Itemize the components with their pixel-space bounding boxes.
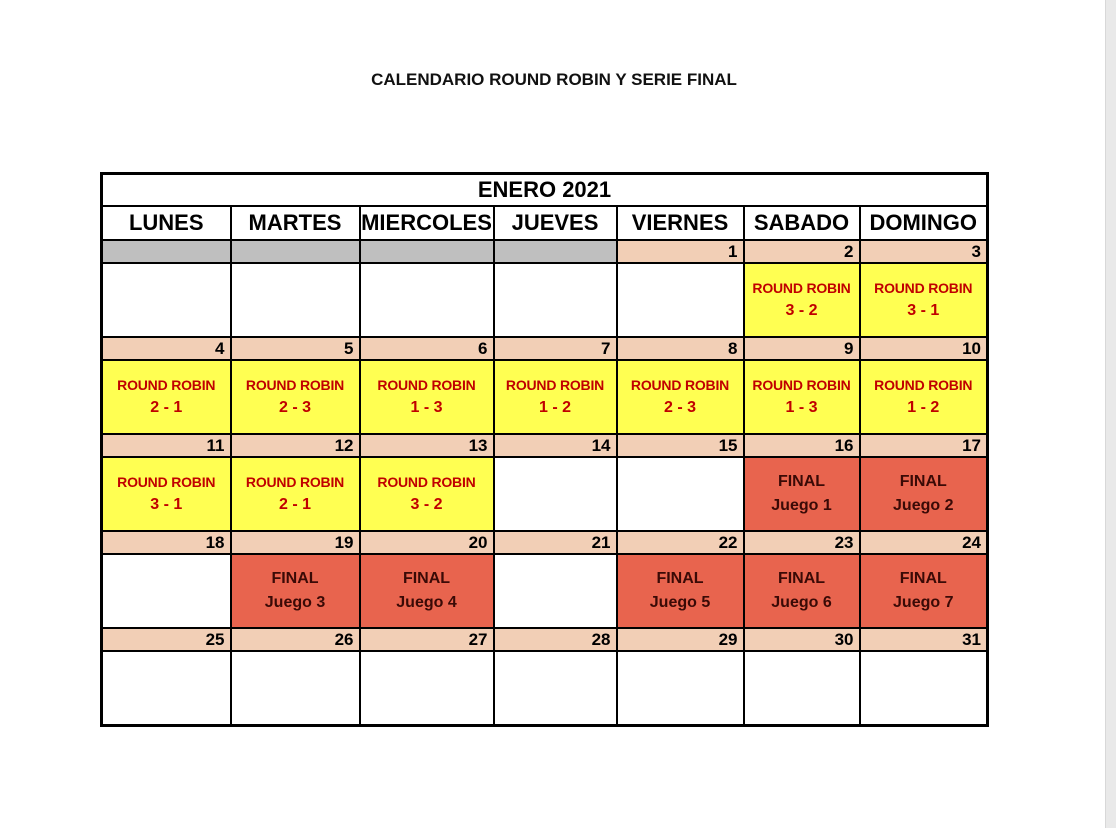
game-label: FINAL	[271, 570, 319, 587]
game-number-label: Juego 3	[264, 594, 326, 611]
game-label: FINAL	[777, 473, 826, 490]
game-label: FINAL	[777, 570, 826, 587]
final-game-cell	[360, 554, 494, 628]
game-label: ROUND ROBIN	[752, 376, 851, 393]
round-robin-game-cell	[744, 263, 860, 337]
game-label: ROUND ROBIN	[377, 376, 476, 393]
round-robin-game-cell	[231, 457, 360, 531]
date-number: 13	[360, 434, 494, 457]
matchup-label: 1 - 3	[785, 398, 818, 416]
date-number: 3	[860, 240, 988, 263]
game-label: ROUND ROBIN	[117, 473, 216, 490]
empty-day-cell	[231, 263, 360, 337]
empty-day-cell	[494, 554, 617, 628]
game-label: FINAL	[656, 570, 704, 587]
empty-day-cell	[494, 457, 617, 531]
date-number: 15	[617, 434, 744, 457]
date-number: 12	[231, 434, 360, 457]
matchup-label: 2 - 1	[150, 398, 183, 416]
game-number-label: Juego 7	[893, 594, 954, 611]
calendar-table	[100, 172, 989, 727]
game-number-label: Juego 1	[771, 497, 832, 514]
date-row	[102, 628, 988, 651]
date-number: 30	[744, 628, 860, 651]
date-number: 11	[102, 434, 231, 457]
empty-day-cell	[102, 651, 231, 726]
game-label: ROUND ROBIN	[245, 473, 345, 490]
date-number: 10	[860, 337, 988, 360]
date-number: 20	[360, 531, 494, 554]
final-game-cell	[231, 554, 360, 628]
empty-day-cell	[617, 457, 744, 531]
round-robin-game-cell	[231, 360, 360, 434]
weekday-jueves: JUEVES	[494, 206, 617, 240]
matchup-label: 2 - 1	[278, 495, 311, 513]
round-robin-game-cell	[360, 360, 494, 434]
final-game-cell	[744, 554, 860, 628]
matchup-label: 3 - 1	[150, 495, 183, 513]
matchup-label: 2 - 3	[278, 398, 311, 416]
event-row	[102, 457, 988, 531]
round-robin-game-cell	[860, 263, 988, 337]
empty-day-cell	[860, 651, 988, 726]
empty-day-cell	[744, 651, 860, 726]
game-label: FINAL	[899, 570, 947, 587]
weekday-lunes: LUNES	[102, 206, 231, 240]
matchup-label: 3 - 2	[785, 301, 818, 319]
final-game-cell	[617, 554, 744, 628]
game-label: FINAL	[402, 570, 451, 587]
round-robin-game-cell	[744, 360, 860, 434]
game-label: ROUND ROBIN	[377, 473, 476, 490]
final-game-cell	[860, 554, 988, 628]
date-number: 24	[860, 531, 988, 554]
date-number: 23	[744, 531, 860, 554]
empty-day-cell	[360, 651, 494, 726]
empty-day-cell	[231, 651, 360, 726]
weekday-header-row	[102, 206, 988, 240]
date-row	[102, 240, 988, 263]
date-number: 9	[744, 337, 860, 360]
final-game-cell	[860, 457, 988, 531]
date-number: 7	[494, 337, 617, 360]
date-number: 6	[360, 337, 494, 360]
game-label: FINAL	[899, 473, 947, 490]
game-number-label: Juego 5	[649, 594, 711, 611]
date-number: 14	[494, 434, 617, 457]
empty-day-cell	[494, 651, 617, 726]
event-row	[102, 360, 988, 434]
weekday-domingo: DOMINGO	[860, 206, 988, 240]
date-number: 28	[494, 628, 617, 651]
date-row	[102, 531, 988, 554]
empty-date-cell	[231, 240, 360, 263]
date-row	[102, 434, 988, 457]
game-label: ROUND ROBIN	[874, 279, 973, 296]
matchup-label: 3 - 2	[410, 495, 443, 513]
date-number: 17	[860, 434, 988, 457]
matchup-label: 2 - 3	[663, 398, 696, 416]
matchup-label: 3 - 1	[907, 301, 940, 319]
date-number: 31	[860, 628, 988, 651]
date-number: 21	[494, 531, 617, 554]
weekday-viernes: VIERNES	[617, 206, 744, 240]
empty-day-cell	[494, 263, 617, 337]
date-number: 2	[744, 240, 860, 263]
weekday-martes: MARTES	[231, 206, 360, 240]
empty-day-cell	[102, 554, 231, 628]
date-number: 8	[617, 337, 744, 360]
game-label: ROUND ROBIN	[874, 376, 973, 393]
date-number: 29	[617, 628, 744, 651]
weekday-miercoles: MIERCOLES	[360, 206, 494, 240]
round-robin-game-cell	[102, 457, 231, 531]
event-row	[102, 554, 988, 628]
matchup-label: 1 - 2	[907, 398, 940, 416]
empty-day-cell	[102, 263, 231, 337]
game-number-label: Juego 4	[396, 594, 457, 611]
date-number: 27	[360, 628, 494, 651]
matchup-label: 1 - 2	[538, 398, 571, 416]
final-game-cell	[744, 457, 860, 531]
month-header: ENERO 2021	[102, 174, 988, 207]
date-number: 19	[231, 531, 360, 554]
date-number: 16	[744, 434, 860, 457]
date-row	[102, 337, 988, 360]
date-number: 26	[231, 628, 360, 651]
page-edge	[1105, 0, 1116, 828]
empty-day-cell	[617, 263, 744, 337]
empty-day-cell	[360, 263, 494, 337]
round-robin-game-cell	[494, 360, 617, 434]
empty-date-cell	[494, 240, 617, 263]
date-number: 1	[617, 240, 744, 263]
round-robin-game-cell	[617, 360, 744, 434]
page-title: CALENDARIO ROUND ROBIN Y SERIE FINAL	[371, 70, 737, 89]
game-label: ROUND ROBIN	[630, 376, 730, 393]
game-number-label: Juego 2	[893, 497, 954, 514]
round-robin-game-cell	[102, 360, 231, 434]
empty-date-cell	[102, 240, 231, 263]
date-number: 5	[231, 337, 360, 360]
event-row	[102, 651, 988, 726]
matchup-label: 1 - 3	[410, 398, 443, 416]
event-row	[102, 263, 988, 337]
game-label: ROUND ROBIN	[752, 279, 851, 296]
date-number: 25	[102, 628, 231, 651]
empty-day-cell	[617, 651, 744, 726]
game-label: ROUND ROBIN	[245, 376, 345, 393]
round-robin-game-cell	[360, 457, 494, 531]
round-robin-game-cell	[860, 360, 988, 434]
game-label: ROUND ROBIN	[505, 376, 605, 393]
empty-date-cell	[360, 240, 494, 263]
date-number: 18	[102, 531, 231, 554]
weekday-sabado: SABADO	[744, 206, 860, 240]
game-label: ROUND ROBIN	[117, 376, 216, 393]
game-number-label: Juego 6	[771, 594, 832, 611]
date-number: 4	[102, 337, 231, 360]
date-number: 22	[617, 531, 744, 554]
